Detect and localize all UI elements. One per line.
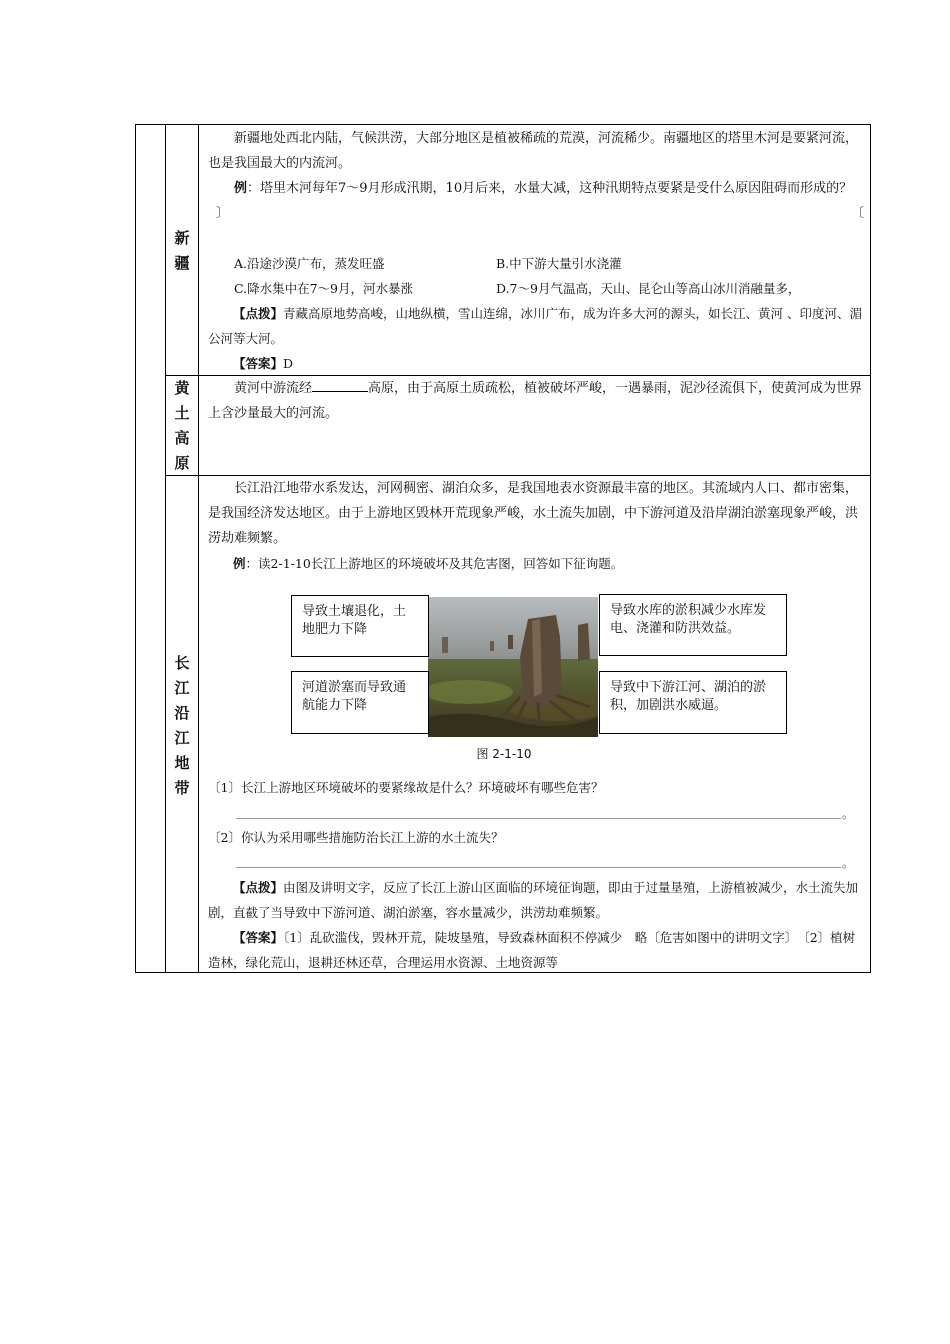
section-label-loess: 黄 土 高 原 xyxy=(174,379,190,472)
loess-content: 黄河中游流经 高原，由于高原土质疏松，植被破坏严峻，一遇暴雨，泥沙径流俱下，使黄河成为世界上含沙量最大的河流。 xyxy=(208,376,864,426)
yangtze-content: 长江沿江地带水系发达，河网稠密、湖泊众多，是我国地表水资源最丰富的地区。其流域内人口、都市密集， 是我国经济发达地区。由于上游地区毁林开荒现象严峻，水土流失加剧，中下游河道及沿岸湖泊淤塞现象严峻，洪涝劫难频繁。 例：读2-1-10长江上游地区的环境破坏及其危害图，回答如下征询题。 xyxy=(208,476,864,576)
figure-caption: 图 2-1-10 xyxy=(476,747,532,761)
answer-bracket-open: 〔 xyxy=(850,206,864,221)
content-table xyxy=(135,124,871,973)
answer-line-end: 。 xyxy=(842,856,855,870)
xinjiang-tip: 【点拨】青藏高原地势高峻，山地纵横，雪山连绵，冰川广布，成为许多大河的源头，如长江、黄河 、印度河、湄公河等大河。 【答案】D xyxy=(208,306,862,371)
xinjiang-intro: 新疆地处西北内陆，气候洪涝，大部分地区是植被稀疏的荒漠，河流稀少。南疆地区的塔里木河是要紧河流，也是我国最大的内流河。 xyxy=(208,131,859,171)
option-c: C.降水集中在7～9月，河水暴涨 xyxy=(234,281,413,296)
fill-in-blank xyxy=(312,377,368,392)
answer-line-end: 。 xyxy=(842,807,855,821)
question-1: 〔1〕长江上游地区环境破坏的要紧缘故是什么？环境破坏有哪些危害？ xyxy=(208,780,604,795)
yangtze-tip: 【点拨】由图及讲明文字，反应了长江上游山区面临的环境征询题，即由于过量垦殖，上游植被减少，水土流失加剧，直截了当导致中下游河道、湖泊淤塞，容水量减少，洪涝劫难频繁。 【答案】〔1〕乱砍滥伐，毁林开荒，陡坡垦殖，导致森林面积不停减少 略〔危害如图中的讲明文字〕 〔2〕植树造林，绿化荒山，退耕还林还草，合理运用水资源、土地资源等 xyxy=(208,880,859,970)
option-a: A.沿途沙漠广布，蒸发旺盛 xyxy=(234,256,385,271)
section-label-yangtze: 长 江 沿 江 地 带 xyxy=(174,654,190,797)
option-d: D.7～9月气温高，天山、昆仑山等高山冰川消融量多， xyxy=(496,281,801,296)
xinjiang-answer: D xyxy=(283,356,294,371)
xinjiang-example: 例：塔里木河每年7～9月形成汛期，10月后来，水量大减，这种汛期特点要紧是受什么原因阻碍而形成的？ 〔 xyxy=(208,176,864,201)
effect-box-reservoir: 导致水库的淤积减少水库发电、浇灌和防洪效益。 xyxy=(599,594,787,656)
option-b: B.中下游大量引水浇灌 xyxy=(496,256,622,271)
question-2: 〔2〕你认为采用哪些措施防治长江上游的水土流失？ xyxy=(208,830,504,845)
yangtze-answer: 〔1〕乱砍滥伐，毁林开荒，陡坡垦殖，导致森林面积不停减少 略〔危害如图中的讲明文字〕 〔2〕植树造林，绿化荒山，退耕还林还草，合理运用水资源、土地资源等 xyxy=(208,930,856,970)
effect-box-flood: 导致中下游江河、湖泊的淤积，加剧洪水威逼。 xyxy=(599,671,787,734)
deforestation-photo xyxy=(428,597,598,737)
column-divider xyxy=(198,125,199,972)
effect-box-soil: 导致土壤退化，土地肥力下降 xyxy=(291,595,429,657)
effect-box-river: 河道淤塞而导致通航能力下降 xyxy=(291,671,429,734)
answer-bracket-close: 〕 xyxy=(216,206,230,221)
yangtze-intro: 长江沿江地带水系发达，河网稠密、湖泊众多，是我国地表水资源最丰富的地区。其流域内人口、都市密集， 是我国经济发达地区。由于上游地区毁林开荒现象严峻，水土流失加剧，中下游河道及沿岸湖泊淤塞现象严峻，洪涝劫难频繁。 xyxy=(208,481,859,546)
section-label-xinjiang: 新 疆 xyxy=(174,229,190,272)
xinjiang-content xyxy=(208,126,864,226)
answer-line-2[interactable] xyxy=(236,867,841,868)
answer-line-1[interactable] xyxy=(236,818,841,819)
